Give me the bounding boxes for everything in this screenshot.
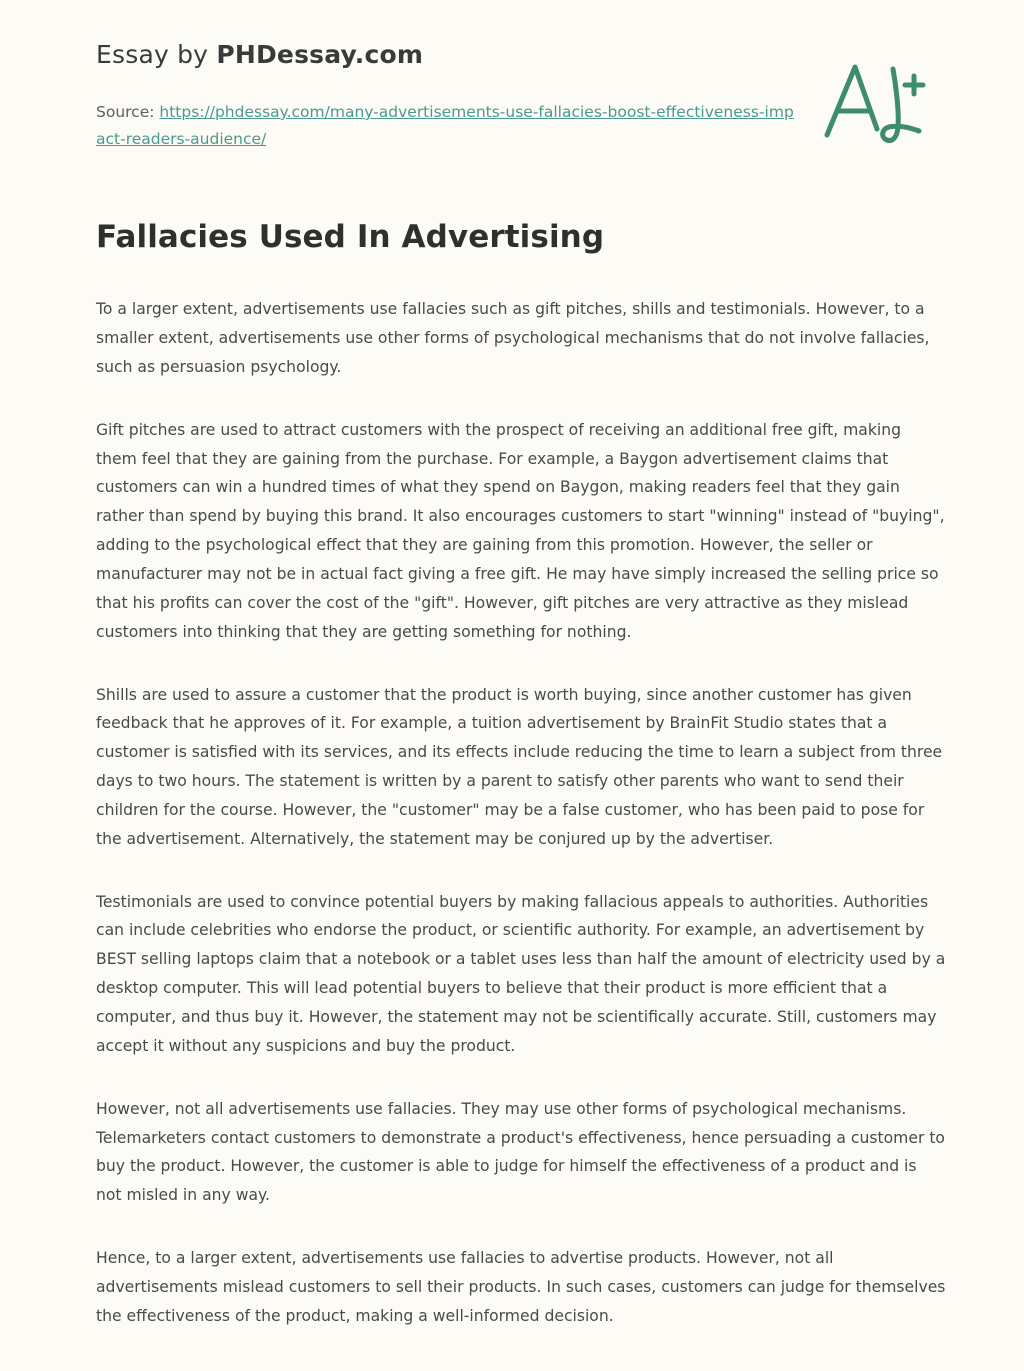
essay-paragraph: Hence, to a larger extent, advertisements use fallacies to advertise products. However, not all advertisements mislead customers to sell their products. In such cases, customers can judge for themselves the effectiveness of the product, making a well-informed decision. [96,1249,946,1325]
essay-paragraph: To a larger extent, advertisements use fallacies such as gift pitches, shills and testimonials. However, to a smaller extent, advertisements use other forms of psychological mechanisms that do not involve fallacies, such as persuasion psychology. [96,300,930,376]
brand-by-label: by [168,40,217,69]
a-plus-logo-icon [819,55,929,150]
essay-paragraph: Testimonials are used to convince potential buyers by making fallacious appeals to authorities. Authorities can include celebrities who endorse the product, or scientific authority. For example, an advertisement by BEST selling laptops claim that a notebook or a tablet uses less than half the amount of electricity used by a desktop computer. This will lead potential buyers to believe that their product is more efficient that a computer, and thus buy it. However, the statement may not be scientifically accurate. Still, customers may accept it without any suspicions and buy the product. [96,892,946,1055]
brand-site-name: PHDessay.com [216,40,424,69]
page-title: Fallacies Used In Advertising [96,219,605,256]
source-line [96,99,796,153]
essay-paragraph: Shills are used to assure a customer that the product is worth buying, since another customer has given feedback that he approves of it. For example, a tuition advertisement by BrainFit Studio states that a customer is satisfied with its services, and its effects include reducing the time to learn a subject from three days to two hours. The statement is written by a parent to satisfy other parents who want to send their children for the course. However, the "customer" may be a false customer, who has been paid to pose for the advertisement. Alternatively, the statement may be conjured up by the advertiser. [96,685,943,848]
essay-body [0,295,1024,1370]
essay-paragraph: However, not all advertisements use fallacies. They may use other forms of psychological mechanisms. Telemarketers contact customers to demonstrate a product's effectiveness, hence persuading a customer to buy the product. However, the customer is able to judge for himself the effectiveness of a product and is not misled in any way. [96,1099,945,1205]
source-url-link[interactable]: https://phdessay.com/many-advertisements-use-fallacies-boost-effectiveness-impact-readers-audience/ [96,103,794,149]
document-header [0,0,1024,153]
brand-essay-label: Essay [96,40,169,69]
essay-paragraph: Gift pitches are used to attract customers with the prospect of receiving an additional free gift, making them feel that they are gaining from the purchase. For example, a Baygon advertisement claims that customers can win a hundred times of what they spend on Baygon, making readers feel that they gain rather than spend by buying this brand. It also encourages customers to start "winning" instead of "buying", adding to the psychological effect that they are gaining from this promotion. However, the seller or manufacturer may not be in actual fact giving a free gift. He may have simply increased the selling price so that his profits can cover the cost of the "gift". However, gift pitches are very attractive as they mislead customers into thinking that they are getting something for nothing. [96,420,945,641]
source-label: Source: [96,103,160,121]
